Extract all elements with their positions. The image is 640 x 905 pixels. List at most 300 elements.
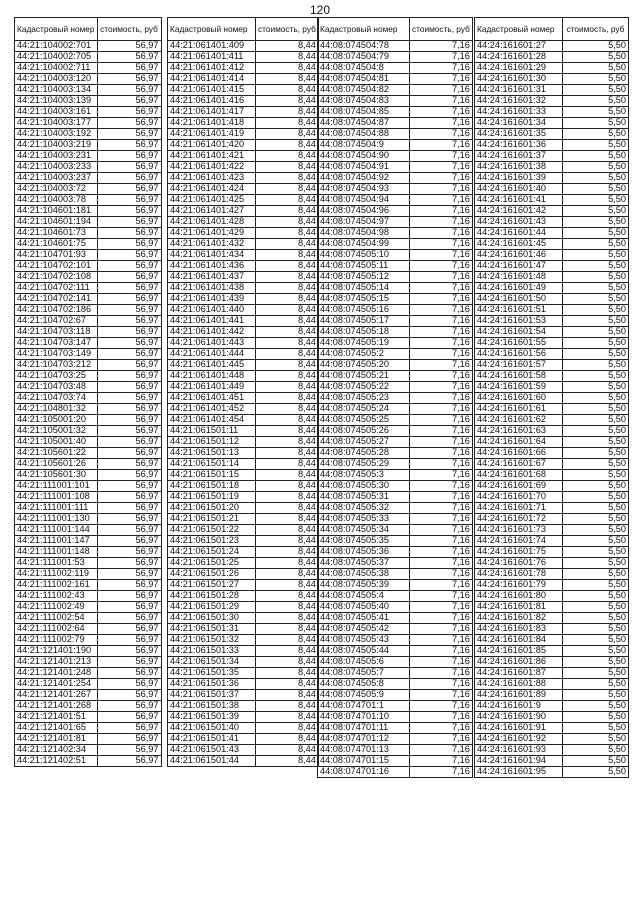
table-row — [475, 767, 629, 778]
cost-cell: 56,97 — [97, 635, 161, 646]
cadastral-number-cell: 44:21:061401:427 — [168, 206, 256, 217]
table-row — [15, 74, 162, 85]
cost-cell: 7,16 — [410, 690, 473, 701]
table-row — [168, 349, 319, 360]
cadastral-number-cell: 44:21:061401:428 — [168, 217, 256, 228]
table-row — [168, 239, 319, 250]
table-row — [475, 525, 629, 536]
cadastral-number-cell: 44:24:161601:69 — [475, 481, 563, 492]
cost-cell: 56,97 — [97, 602, 161, 613]
cadastral-number-cell: 44:24:161601:9 — [475, 701, 563, 712]
table-row — [475, 74, 629, 85]
cost-cell: 56,97 — [97, 239, 161, 250]
cost-cell: 56,97 — [97, 723, 161, 734]
cadastral-number-cell: 44:21:061501:39 — [168, 712, 256, 723]
cost-cell: 56,97 — [97, 459, 161, 470]
cost-cell: 5,50 — [563, 107, 629, 118]
cost-cell: 5,50 — [563, 349, 629, 360]
cadastral-number-cell: 44:08:074504:90 — [318, 151, 410, 162]
cadastral-number-cell: 44:24:161601:58 — [475, 371, 563, 382]
cost-cell: 5,50 — [563, 745, 629, 756]
table-row — [15, 393, 162, 404]
cost-cell: 5,50 — [563, 459, 629, 470]
table-row — [475, 547, 629, 558]
table-row — [15, 371, 162, 382]
table-row — [318, 470, 473, 481]
table-row — [168, 415, 319, 426]
cost-cell: 7,16 — [410, 525, 473, 536]
cadastral-number-cell: 44:24:161601:63 — [475, 426, 563, 437]
cost-cell: 56,97 — [97, 646, 161, 657]
cost-cell: 8,44 — [256, 239, 319, 250]
cadastral-number-cell: 44:24:161601:81 — [475, 602, 563, 613]
cadastral-number-cell: 44:08:074505:22 — [318, 382, 410, 393]
cadastral-number-cell: 44:08:074505:40 — [318, 602, 410, 613]
cadastral-number-cell: 44:24:161601:47 — [475, 261, 563, 272]
table-row — [168, 140, 319, 151]
cadastral-number-cell: 44:08:074504:93 — [318, 184, 410, 195]
table-row — [318, 415, 473, 426]
table-row — [475, 613, 629, 624]
cadastral-number-cell: 44:08:074505:24 — [318, 404, 410, 415]
cadastral-number-cell: 44:24:161601:67 — [475, 459, 563, 470]
table-row — [475, 668, 629, 679]
table-row — [15, 129, 162, 140]
cadastral-number-cell: 44:21:061501:20 — [168, 503, 256, 514]
cost-cell: 8,44 — [256, 151, 319, 162]
cadastral-number-cell: 44:21:061401:420 — [168, 140, 256, 151]
cadastral-number-cell: 44:21:061401:445 — [168, 360, 256, 371]
table-row — [168, 536, 319, 547]
cadastral-number-cell: 44:21:104601:73 — [15, 228, 98, 239]
cadastral-number-cell: 44:21:061501:40 — [168, 723, 256, 734]
table-row — [168, 272, 319, 283]
table-row — [318, 162, 473, 173]
cost-cell: 8,44 — [256, 734, 319, 745]
cadastral-number-cell: 44:21:111001:130 — [15, 514, 98, 525]
table-row — [15, 63, 162, 74]
cadastral-number-cell: 44:08:074504:94 — [318, 195, 410, 206]
cost-cell: 7,16 — [410, 217, 473, 228]
cost-cell: 5,50 — [563, 756, 629, 767]
cadastral-number-cell: 44:24:161601:37 — [475, 151, 563, 162]
table-row — [318, 745, 473, 756]
cadastral-number-cell: 44:08:074505:42 — [318, 624, 410, 635]
cost-cell: 5,50 — [563, 514, 629, 525]
cadastral-number-cell: 44:21:104702:111 — [15, 283, 98, 294]
cost-cell: 5,50 — [563, 327, 629, 338]
table-row — [318, 151, 473, 162]
cadastral-number-cell: 44:21:104702:186 — [15, 305, 98, 316]
cadastral-number-cell: 44:21:104003:78 — [15, 195, 98, 206]
cost-cell: 56,97 — [97, 591, 161, 602]
cost-cell: 5,50 — [563, 129, 629, 140]
cadastral-number-cell: 44:24:161601:86 — [475, 657, 563, 668]
cadastral-number-cell: 44:24:161601:88 — [475, 679, 563, 690]
cadastral-number-cell: 44:21:121402:51 — [15, 756, 98, 767]
table-row — [15, 492, 162, 503]
table-row — [15, 305, 162, 316]
cost-cell: 5,50 — [563, 580, 629, 591]
cadastral-number-cell: 44:08:074505:19 — [318, 338, 410, 349]
cost-cell: 56,97 — [97, 701, 161, 712]
table-row — [15, 602, 162, 613]
table-row — [475, 195, 629, 206]
table-row — [318, 734, 473, 745]
cadastral-number-cell: 44:08:074504:79 — [318, 52, 410, 63]
cadastral-number-cell: 44:24:161601:28 — [475, 52, 563, 63]
table-row — [15, 525, 162, 536]
cost-cell: 8,44 — [256, 316, 319, 327]
cost-cell: 8,44 — [256, 712, 319, 723]
table-row — [168, 371, 319, 382]
cost-cell: 7,16 — [410, 228, 473, 239]
cadastral-number-cell: 44:21:104003:120 — [15, 74, 98, 85]
cadastral-number-cell: 44:21:061401:442 — [168, 327, 256, 338]
cost-cell: 8,44 — [256, 162, 319, 173]
cost-cell: 7,16 — [410, 448, 473, 459]
cadastral-number-cell: 44:24:161601:44 — [475, 228, 563, 239]
cost-cell: 56,97 — [97, 448, 161, 459]
cadastral-number-cell: 44:21:121401:267 — [15, 690, 98, 701]
table-row — [318, 492, 473, 503]
table-row — [318, 272, 473, 283]
table-row — [168, 305, 319, 316]
table-row — [168, 261, 319, 272]
cost-cell: 56,97 — [97, 140, 161, 151]
table-row — [15, 437, 162, 448]
table-row — [15, 580, 162, 591]
cost-cell: 8,44 — [256, 657, 319, 668]
cost-cell: 7,16 — [410, 239, 473, 250]
cost-cell: 56,97 — [97, 492, 161, 503]
cost-cell: 56,97 — [97, 393, 161, 404]
table-row — [318, 668, 473, 679]
cadastral-number-cell: 44:08:074504:8 — [318, 63, 410, 74]
table-row — [318, 206, 473, 217]
cadastral-number-cell: 44:24:161601:43 — [475, 217, 563, 228]
table-row — [168, 52, 319, 63]
table-row — [475, 63, 629, 74]
cadastral-number-cell: 44:21:061401:443 — [168, 338, 256, 349]
cadastral-number-cell: 44:08:074504:92 — [318, 173, 410, 184]
table-row — [168, 734, 319, 745]
cadastral-number-cell: 44:08:074505:15 — [318, 294, 410, 305]
cost-cell: 5,50 — [563, 250, 629, 261]
cadastral-number-cell: 44:08:074504:99 — [318, 239, 410, 250]
cadastral-number-cell: 44:21:111002:43 — [15, 591, 98, 602]
table-row — [168, 712, 319, 723]
cadastral-number-cell: 44:21:061401:415 — [168, 85, 256, 96]
cost-cell: 7,16 — [410, 261, 473, 272]
table-row — [15, 690, 162, 701]
table-row — [15, 349, 162, 360]
cost-cell: 8,44 — [256, 217, 319, 228]
cost-cell: 7,16 — [410, 382, 473, 393]
cost-cell: 56,97 — [97, 360, 161, 371]
table-row — [168, 41, 319, 52]
cadastral-number-cell: 44:24:161601:84 — [475, 635, 563, 646]
table-row — [15, 52, 162, 63]
cadastral-number-cell: 44:24:161601:92 — [475, 734, 563, 745]
cost-cell: 8,44 — [256, 41, 319, 52]
cost-cell: 56,97 — [97, 547, 161, 558]
table-row — [475, 173, 629, 184]
cadastral-number-cell: 44:08:074505:33 — [318, 514, 410, 525]
table-row — [318, 657, 473, 668]
cost-cell: 7,16 — [410, 635, 473, 646]
cadastral-number-cell: 44:24:161601:30 — [475, 74, 563, 85]
cadastral-number-cell: 44:08:074505:34 — [318, 525, 410, 536]
table-row — [168, 184, 319, 195]
cadastral-number-cell: 44:24:161601:36 — [475, 140, 563, 151]
cadastral-number-cell: 44:21:121401:248 — [15, 668, 98, 679]
cost-cell: 56,97 — [97, 272, 161, 283]
cost-cell: 7,16 — [410, 107, 473, 118]
cost-cell: 56,97 — [97, 85, 161, 96]
cadastral-number-cell: 44:24:161601:48 — [475, 272, 563, 283]
cadastral-number-cell: 44:24:161601:46 — [475, 250, 563, 261]
table-row — [475, 734, 629, 745]
cadastral-number-cell: 44:24:161601:71 — [475, 503, 563, 514]
cadastral-number-cell: 44:21:061401:449 — [168, 382, 256, 393]
cadastral-number-cell: 44:08:074701:10 — [318, 712, 410, 723]
cadastral-number-cell: 44:21:111002:64 — [15, 624, 98, 635]
cadastral-number-cell: 44:24:161601:31 — [475, 85, 563, 96]
cost-cell: 8,44 — [256, 371, 319, 382]
cost-cell: 56,97 — [97, 503, 161, 514]
table-row — [318, 107, 473, 118]
cost-cell: 8,44 — [256, 415, 319, 426]
cadastral-number-cell: 44:08:074505:2 — [318, 349, 410, 360]
cost-cell: 5,50 — [563, 492, 629, 503]
cost-cell: 56,97 — [97, 206, 161, 217]
cost-cell: 7,16 — [410, 657, 473, 668]
cost-cell: 56,97 — [97, 514, 161, 525]
cadastral-number-cell: 44:08:074504:87 — [318, 118, 410, 129]
cadastral-number-cell: 44:21:111001:147 — [15, 536, 98, 547]
cost-cell: 5,50 — [563, 41, 629, 52]
cadastral-number-cell: 44:24:161601:35 — [475, 129, 563, 140]
cadastral-number-cell: 44:08:074504:91 — [318, 162, 410, 173]
table-row — [475, 52, 629, 63]
cost-cell: 56,97 — [97, 349, 161, 360]
table-row — [475, 140, 629, 151]
cadastral-number-cell: 44:21:105001:20 — [15, 415, 98, 426]
cost-cell: 7,16 — [410, 206, 473, 217]
cost-cell: 56,97 — [97, 481, 161, 492]
cadastral-number-cell: 44:08:074505:23 — [318, 393, 410, 404]
cost-cell: 56,97 — [97, 404, 161, 415]
cost-cell: 7,16 — [410, 536, 473, 547]
cost-cell: 8,44 — [256, 195, 319, 206]
cadastral-number-cell: 44:21:061501:32 — [168, 635, 256, 646]
cadastral-number-cell: 44:21:104003:177 — [15, 118, 98, 129]
cost-cell: 56,97 — [97, 250, 161, 261]
cost-cell: 56,97 — [97, 327, 161, 338]
cost-cell: 5,50 — [563, 613, 629, 624]
cost-cell: 7,16 — [410, 701, 473, 712]
cadastral-number-cell: 44:21:104002:705 — [15, 52, 98, 63]
table-row — [168, 404, 319, 415]
cadastral-number-cell: 44:21:061501:14 — [168, 459, 256, 470]
cadastral-number-cell: 44:24:161601:79 — [475, 580, 563, 591]
header-cadastral-number: Кадастровый номер — [475, 18, 563, 41]
table-row — [15, 173, 162, 184]
cost-cell: 5,50 — [563, 558, 629, 569]
table-row — [318, 569, 473, 580]
cost-cell: 8,44 — [256, 525, 319, 536]
cadastral-number-cell: 44:24:161601:66 — [475, 448, 563, 459]
cadastral-number-cell: 44:21:061501:11 — [168, 426, 256, 437]
cadastral-number-cell: 44:24:161601:83 — [475, 624, 563, 635]
cadastral-number-cell: 44:24:161601:78 — [475, 569, 563, 580]
cadastral-number-cell: 44:24:161601:29 — [475, 63, 563, 74]
table-row — [15, 228, 162, 239]
cost-cell: 7,16 — [410, 558, 473, 569]
cadastral-number-cell: 44:08:074504:82 — [318, 85, 410, 96]
table-row — [318, 602, 473, 613]
cost-cell: 7,16 — [410, 646, 473, 657]
cadastral-number-cell: 44:21:061401:424 — [168, 184, 256, 195]
cadastral-number-cell: 44:21:121401:190 — [15, 646, 98, 657]
cost-cell: 8,44 — [256, 85, 319, 96]
table-row — [318, 547, 473, 558]
table-row — [318, 481, 473, 492]
cost-cell: 5,50 — [563, 668, 629, 679]
cadastral-number-cell: 44:24:161601:61 — [475, 404, 563, 415]
cost-cell: 8,44 — [256, 569, 319, 580]
table-row — [318, 327, 473, 338]
cadastral-number-cell: 44:21:104003:72 — [15, 184, 98, 195]
cost-cell: 8,44 — [256, 63, 319, 74]
cost-cell: 5,50 — [563, 338, 629, 349]
cost-cell: 7,16 — [410, 767, 473, 778]
table-row — [168, 514, 319, 525]
table-row — [168, 74, 319, 85]
table-row — [168, 217, 319, 228]
table-row — [318, 525, 473, 536]
table-row — [15, 558, 162, 569]
cost-cell: 8,44 — [256, 283, 319, 294]
cadastral-number-cell: 44:21:061401:417 — [168, 107, 256, 118]
table-row — [168, 690, 319, 701]
cadastral-number-cell: 44:08:074504:78 — [318, 41, 410, 52]
table-row — [318, 96, 473, 107]
cost-cell: 8,44 — [256, 184, 319, 195]
cadastral-number-cell: 44:21:104003:161 — [15, 107, 98, 118]
table-row — [168, 646, 319, 657]
table-row — [475, 514, 629, 525]
cost-cell: 8,44 — [256, 503, 319, 514]
table-row — [15, 536, 162, 547]
cost-cell: 56,97 — [97, 107, 161, 118]
cadastral-number-cell: 44:08:074505:12 — [318, 272, 410, 283]
table-row — [475, 426, 629, 437]
table-row — [15, 756, 162, 767]
cost-cell: 56,97 — [97, 41, 161, 52]
cadastral-number-cell: 44:08:074701:11 — [318, 723, 410, 734]
cadastral-number-cell: 44:08:074504:9 — [318, 140, 410, 151]
cost-cell: 56,97 — [97, 756, 161, 767]
cost-cell: 56,97 — [97, 745, 161, 756]
table-row — [168, 503, 319, 514]
cost-cell: 5,50 — [563, 679, 629, 690]
cadastral-number-cell: 44:24:161601:42 — [475, 206, 563, 217]
cadastral-number-cell: 44:21:104002:711 — [15, 63, 98, 74]
cost-cell: 5,50 — [563, 690, 629, 701]
cost-cell: 5,50 — [563, 536, 629, 547]
cadastral-number-cell: 44:08:074505:41 — [318, 613, 410, 624]
cadastral-number-cell: 44:21:061401:451 — [168, 393, 256, 404]
table-row — [15, 283, 162, 294]
table-row — [318, 250, 473, 261]
table-row — [318, 624, 473, 635]
cost-cell: 8,44 — [256, 294, 319, 305]
table-row — [15, 679, 162, 690]
cadastral-number-cell: 44:21:111002:49 — [15, 602, 98, 613]
cost-cell: 56,97 — [97, 338, 161, 349]
cost-cell: 8,44 — [256, 140, 319, 151]
cadastral-number-cell: 44:21:121401:51 — [15, 712, 98, 723]
table-row — [168, 558, 319, 569]
cadastral-number-cell: 44:08:074504:81 — [318, 74, 410, 85]
cost-cell: 7,16 — [410, 547, 473, 558]
table-header-row — [168, 18, 319, 41]
cost-cell: 7,16 — [410, 437, 473, 448]
cadastral-number-cell: 44:21:121402:34 — [15, 745, 98, 756]
cost-cell: 8,44 — [256, 437, 319, 448]
cadastral-number-cell: 44:21:104701:93 — [15, 250, 98, 261]
cost-cell: 5,50 — [563, 569, 629, 580]
cadastral-number-cell: 44:21:111002:79 — [15, 635, 98, 646]
table-row — [168, 470, 319, 481]
cost-cell: 5,50 — [563, 85, 629, 96]
table-row — [475, 470, 629, 481]
cost-cell: 5,50 — [563, 96, 629, 107]
table-row — [318, 382, 473, 393]
cost-cell: 8,44 — [256, 393, 319, 404]
cadastral-number-cell: 44:21:061501:12 — [168, 437, 256, 448]
cost-cell: 7,16 — [410, 503, 473, 514]
cost-cell: 5,50 — [563, 151, 629, 162]
cost-cell: 7,16 — [410, 338, 473, 349]
cadastral-number-cell: 44:21:111001:144 — [15, 525, 98, 536]
cadastral-number-cell: 44:21:061401:416 — [168, 96, 256, 107]
cadastral-number-cell: 44:08:074701:16 — [318, 767, 410, 778]
cadastral-number-cell: 44:21:121401:268 — [15, 701, 98, 712]
table-row — [475, 569, 629, 580]
cost-cell: 8,44 — [256, 756, 319, 767]
table-row — [475, 217, 629, 228]
header-cost: стоимость, руб — [410, 18, 473, 41]
cadastral-number-cell: 44:24:161601:95 — [475, 767, 563, 778]
cost-cell: 8,44 — [256, 646, 319, 657]
cost-cell: 7,16 — [410, 96, 473, 107]
table-row — [475, 107, 629, 118]
table-row — [168, 129, 319, 140]
cadastral-number-cell: 44:08:074701:15 — [318, 756, 410, 767]
table-row — [168, 382, 319, 393]
cadastral-number-cell: 44:21:061501:33 — [168, 646, 256, 657]
cost-cell: 56,97 — [97, 525, 161, 536]
cost-cell: 56,97 — [97, 151, 161, 162]
table-row — [318, 129, 473, 140]
cost-cell: 5,50 — [563, 74, 629, 85]
table-row — [318, 646, 473, 657]
table-row — [318, 613, 473, 624]
cost-cell: 8,44 — [256, 404, 319, 415]
